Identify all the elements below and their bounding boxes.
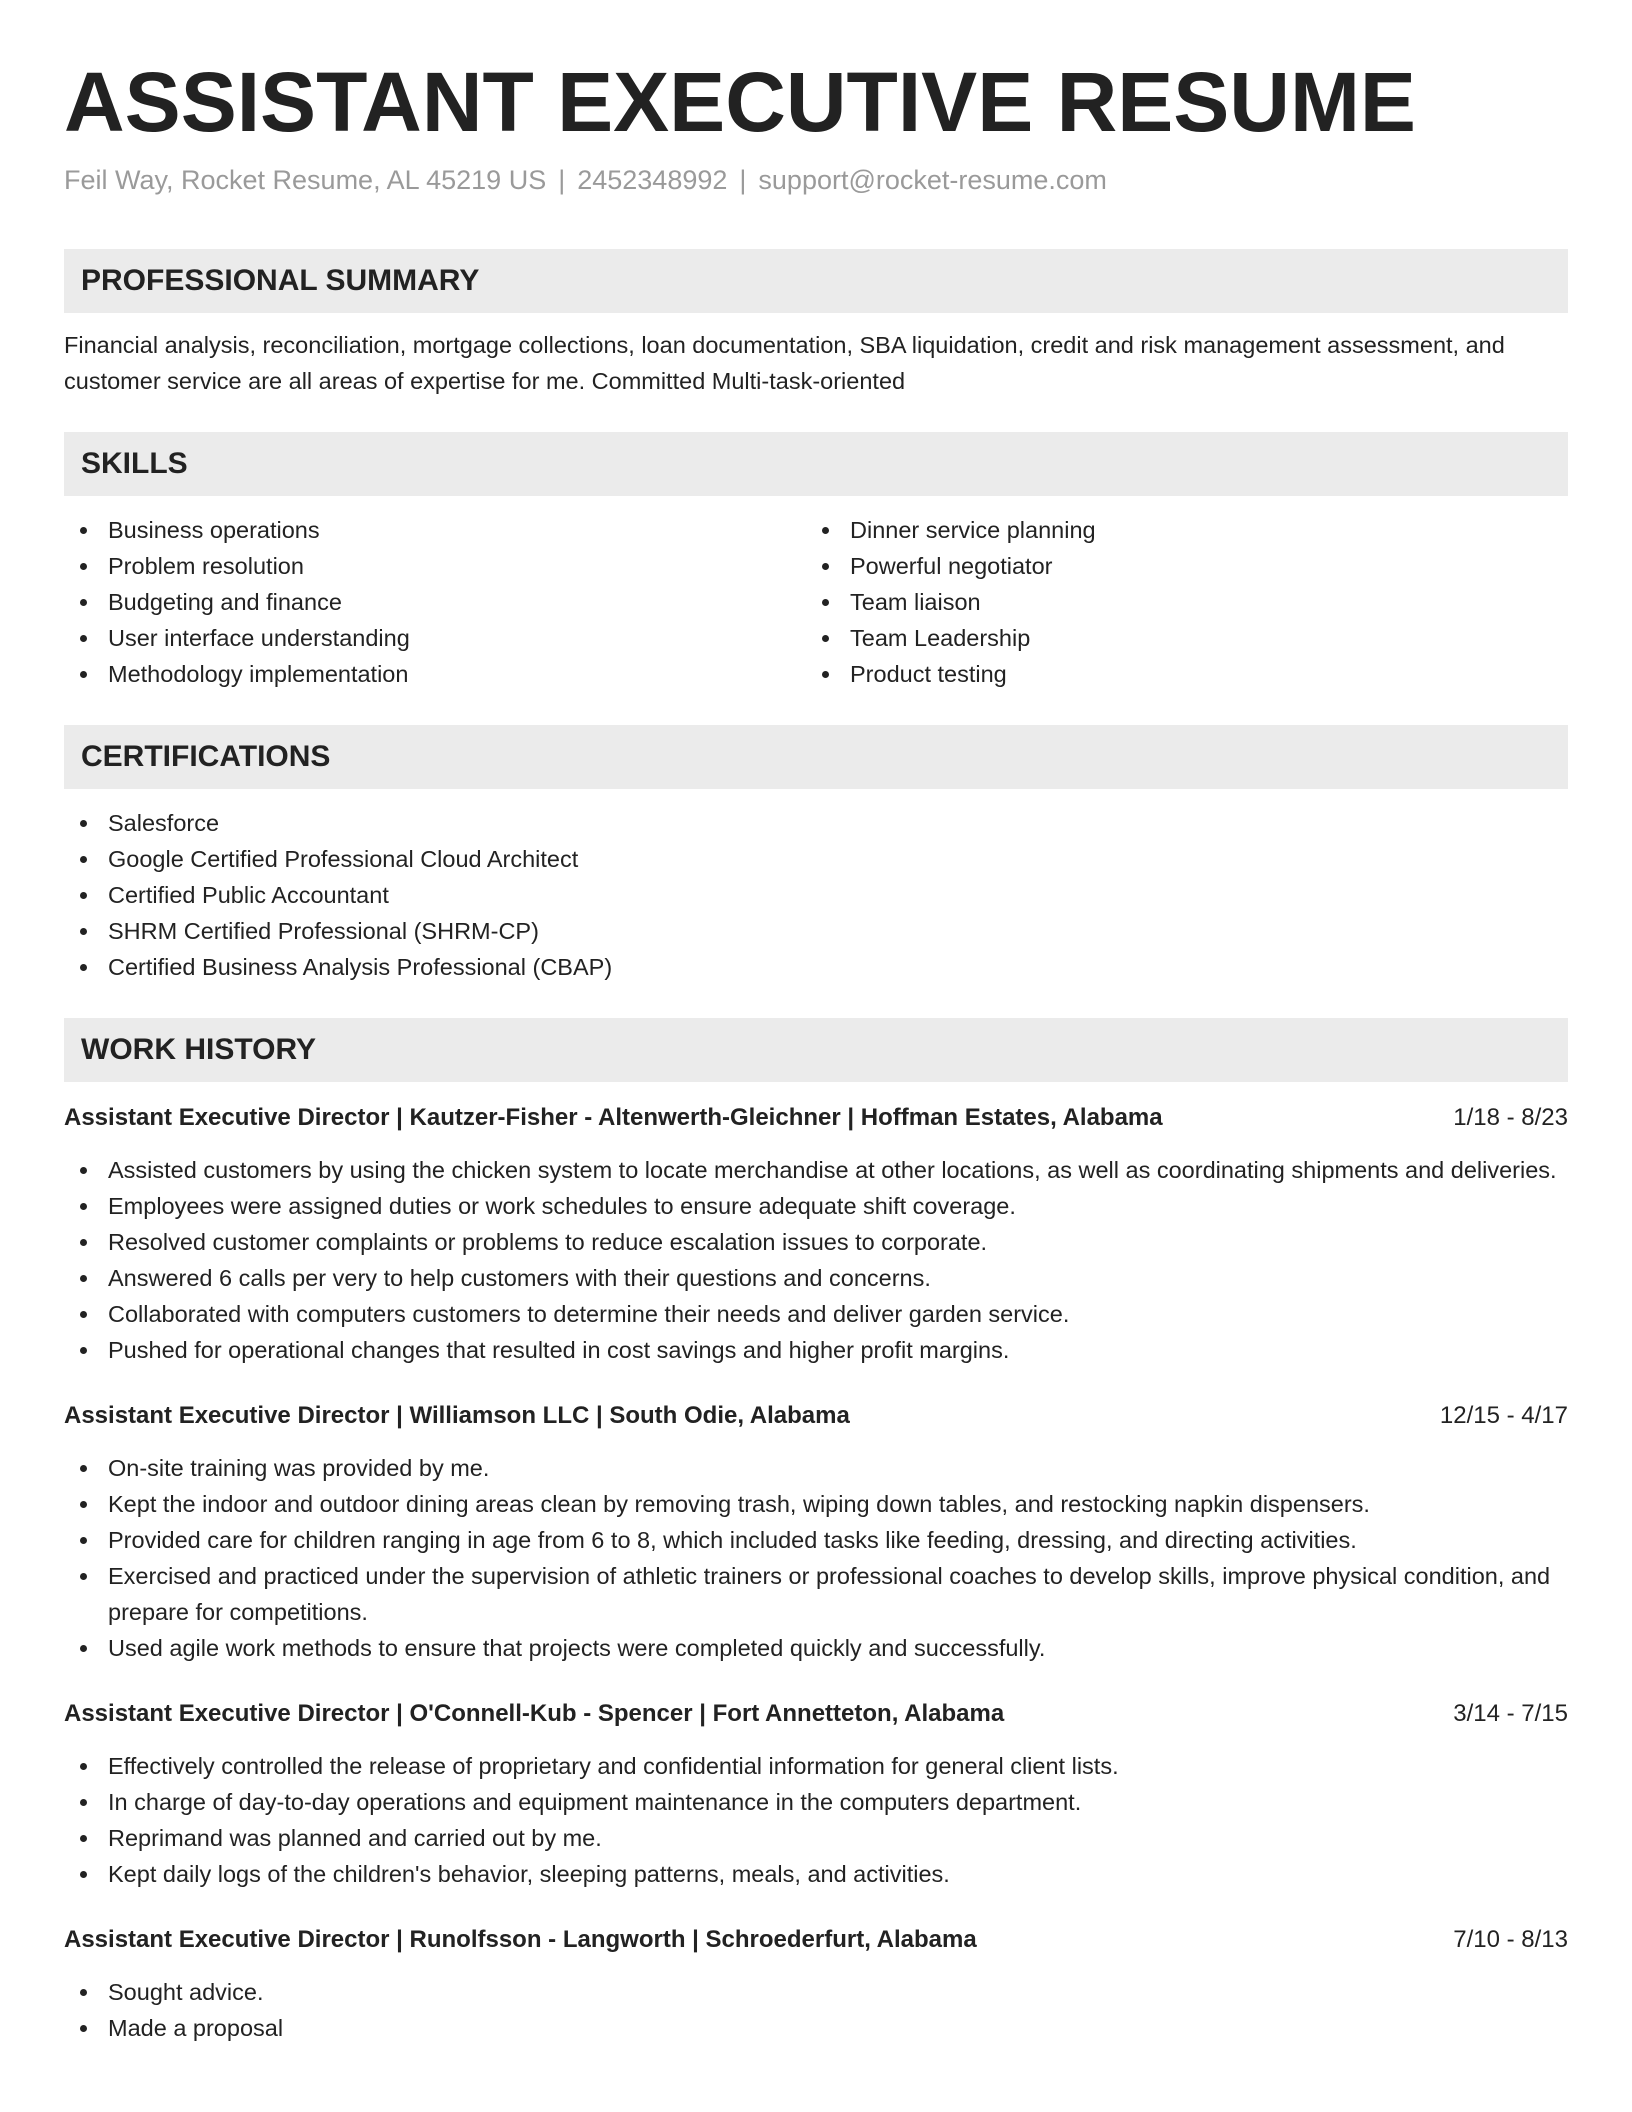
contact-separator: |: [558, 165, 566, 195]
skill-item: Methodology implementation: [64, 656, 806, 692]
job-dates: 7/10 - 8/13: [1453, 1926, 1568, 1953]
job-bullet: Provided care for children ranging in age from 6 to 8, which included tasks like feeding, dressing, and directing activities.: [64, 1522, 1568, 1558]
skill-item: Budgeting and finance: [64, 584, 806, 620]
job-bullets: [64, 1450, 1568, 1666]
job-title: Assistant Executive Director | Williamson LLC | South Odie, Alabama: [64, 1402, 850, 1429]
job-bullets: [64, 1152, 1568, 1368]
certification-item: SHRM Certified Professional (SHRM-CP): [64, 913, 1568, 949]
job-bullets: [64, 1974, 1568, 2046]
job-dates: 3/14 - 7/15: [1453, 1700, 1568, 1727]
job-bullet: Kept the indoor and outdoor dining areas clean by removing trash, wiping down tables, and restocking napkin dispensers.: [64, 1486, 1568, 1522]
job-bullet: On-site training was provided by me.: [64, 1450, 1568, 1486]
job-header: [64, 1398, 1568, 1434]
contact-phone: 2452348992: [577, 165, 728, 195]
contact-email: support@rocket-resume.com: [758, 165, 1107, 195]
job-bullet: Used agile work methods to ensure that projects were completed quickly and successfully.: [64, 1630, 1568, 1666]
skill-item: Powerful negotiator: [806, 548, 1548, 584]
job-bullet: In charge of day-to-day operations and equipment maintenance in the computers department.: [64, 1784, 1568, 1820]
skill-item: Team Leadership: [806, 620, 1548, 656]
resume-page: [64, 52, 1568, 2046]
job-bullet: Employees were assigned duties or work schedules to ensure adequate shift coverage.: [64, 1188, 1568, 1224]
section-header-work-history: WORK HISTORY: [64, 1018, 1568, 1082]
resume-title: ASSISTANT EXECUTIVE RESUME: [64, 55, 1416, 149]
certification-item: Certified Business Analysis Professional (CBAP): [64, 949, 1568, 985]
job-dates: 12/15 - 4/17: [1439, 1402, 1568, 1429]
job-dates: 1/18 - 8/23: [1453, 1104, 1568, 1131]
job-entry: [64, 1100, 1568, 1368]
section-header-summary: PROFESSIONAL SUMMARY: [64, 249, 1568, 313]
job-bullet: Kept daily logs of the children's behavior, sleeping patterns, meals, and activities.: [64, 1856, 1568, 1892]
job-entry: [64, 1696, 1568, 1892]
job-bullet: Reprimand was planned and carried out by me.: [64, 1820, 1568, 1856]
certification-item: Certified Public Accountant: [64, 877, 1568, 913]
job-header: [64, 1696, 1568, 1732]
certifications-list: [64, 805, 1568, 985]
skills-list-left: [64, 512, 806, 692]
job-title: Assistant Executive Director | Runolfsson - Langworth | Schroederfurt, Alabama: [64, 1926, 977, 1953]
job-bullet: Answered 6 calls per very to help customers with their questions and concerns.: [64, 1260, 1568, 1296]
job-header: [64, 1100, 1568, 1136]
section-header-skills: SKILLS: [64, 432, 1568, 496]
contact-separator: |: [739, 165, 747, 195]
skill-item: Product testing: [806, 656, 1548, 692]
job-bullets: [64, 1748, 1568, 1892]
skill-item: Team liaison: [806, 584, 1548, 620]
job-title: Assistant Executive Director | O'Connell-Kub - Spencer | Fort Annetteton, Alabama: [64, 1700, 1005, 1727]
skill-item: Business operations: [64, 512, 806, 548]
skill-item: Dinner service planning: [806, 512, 1548, 548]
skill-item: User interface understanding: [64, 620, 806, 656]
job-bullet: Pushed for operational changes that resulted in cost savings and higher profit margins.: [64, 1332, 1568, 1368]
job-bullet: Sought advice.: [64, 1974, 1568, 2010]
job-bullet: Collaborated with computers customers to determine their needs and deliver garden service.: [64, 1296, 1568, 1332]
contact-address: Feil Way, Rocket Resume, AL 45219 US: [64, 165, 547, 195]
skill-item: Problem resolution: [64, 548, 806, 584]
job-bullet: Made a proposal: [64, 2010, 1568, 2046]
job-header: [64, 1922, 1568, 1958]
skills-list-right: [806, 512, 1548, 692]
section-header-certifications: CERTIFICATIONS: [64, 725, 1568, 789]
job-bullet: Assisted customers by using the chicken system to locate merchandise at other locations, as well as coordinating shipments and deliveries.: [64, 1152, 1568, 1188]
job-title: Assistant Executive Director | Kautzer-Fisher - Altenwerth-Gleichner | Hoffman Estates, Alabama: [64, 1104, 1163, 1131]
skills-grid: [64, 496, 1568, 692]
certification-item: Salesforce: [64, 805, 1568, 841]
contact-line: [64, 162, 1568, 198]
certification-item: Google Certified Professional Cloud Architect: [64, 841, 1568, 877]
job-bullet: Exercised and practiced under the supervision of athletic trainers or professional coaches to develop skills, improve physical condition, and prepare for competitions.: [64, 1558, 1568, 1630]
summary-text: Financial analysis, reconciliation, mortgage collections, loan documentation, SBA liquidation, credit and risk management assessment, and customer service are all areas of expertise for me. Committed Multi-task-oriented: [64, 332, 1505, 394]
job-entry: [64, 1398, 1568, 1666]
job-entry: [64, 1922, 1568, 2046]
job-bullet: Effectively controlled the release of proprietary and confidential information for general client lists.: [64, 1748, 1568, 1784]
job-bullet: Resolved customer complaints or problems to reduce escalation issues to corporate.: [64, 1224, 1568, 1260]
